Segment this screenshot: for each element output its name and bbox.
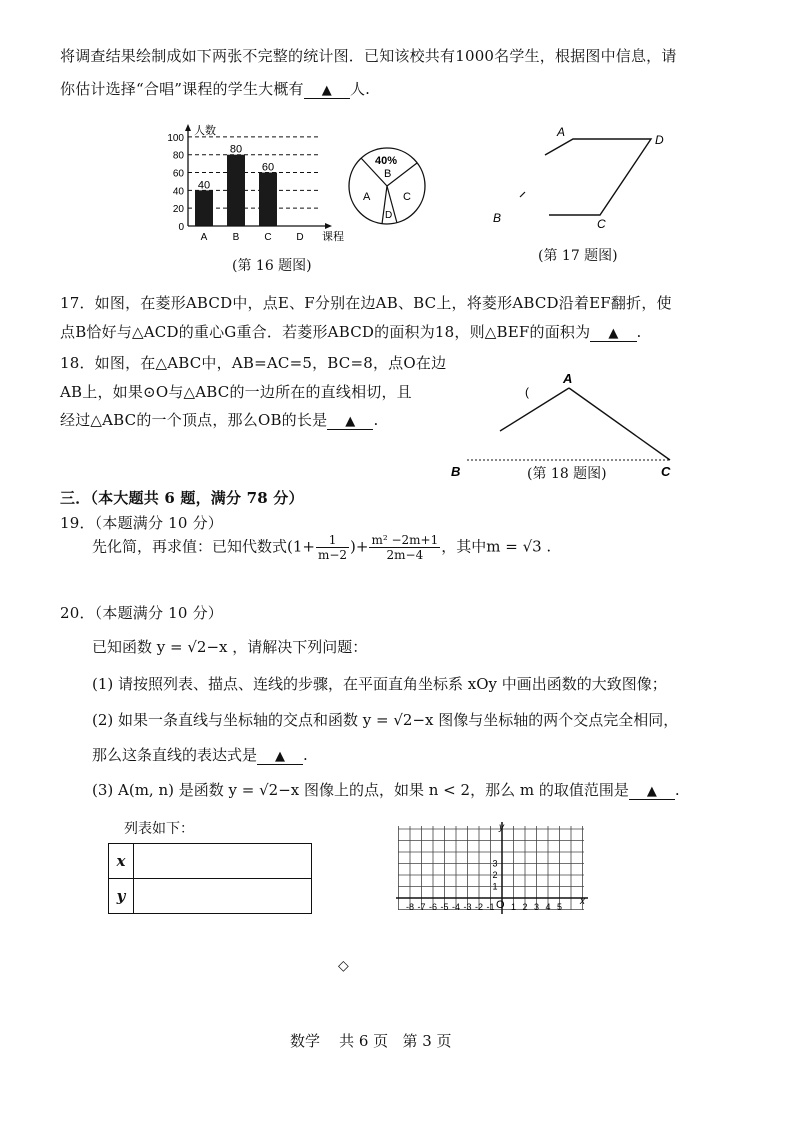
grid-x-tick: -5 — [440, 902, 449, 912]
q20-title: 20．（本题满分 10 分） — [60, 604, 224, 622]
q16-line2-pre: 你估计选择“合唱”课程的学生大概有 — [60, 80, 304, 98]
answer-blank — [590, 323, 636, 342]
pie-label-a: A — [363, 191, 371, 203]
y-tick-label: 80 — [172, 150, 184, 162]
q18-line3-pre: 经过△ABC的一个顶点，那么OB的长是 — [60, 411, 328, 429]
answer-blank — [304, 80, 350, 99]
q19-text-post: ，其中m = √3 . — [441, 537, 552, 556]
bar — [259, 173, 277, 226]
pie-label-d: D — [385, 210, 393, 221]
grid-x-tick: -6 — [428, 902, 438, 912]
fraction-1 — [316, 533, 349, 562]
triangle-icon: ▲ — [321, 83, 332, 98]
q19-title: 19．（本题满分 10 分） — [60, 514, 224, 532]
y-tick-label: 40 — [172, 186, 184, 198]
q16-line1: 将调查结果绘制成如下两张不完整的统计图．已知该校共有1000名学生，根据图中信息，请 — [60, 47, 677, 65]
q16-line2-post: 人. — [349, 80, 371, 98]
table-cell-y[interactable] — [134, 879, 312, 914]
grid-y-tick: 1 — [492, 881, 498, 892]
vertex-d: D — [655, 133, 664, 147]
grid-x-tick: 2 — [522, 902, 528, 912]
bar-data-label: 60 — [261, 161, 275, 174]
table-cell-x[interactable] — [134, 844, 312, 879]
grid-x-tick: 5 — [556, 902, 563, 912]
bar-ylabel: 人数 — [194, 125, 216, 137]
grid-x-tick: -3 — [463, 902, 472, 912]
bar-data-label: 40 — [197, 179, 211, 192]
arc-mark: ( — [525, 385, 529, 399]
bar — [195, 190, 213, 226]
frac2-numerator: m² −2m+1 — [371, 533, 439, 547]
bar-chart — [150, 122, 360, 244]
grid-x-tick: 1 — [510, 902, 517, 912]
q17-caption: (第 17 题图) — [538, 248, 618, 264]
answer-blank — [257, 746, 303, 765]
triangle-icon: ▲ — [646, 784, 657, 799]
q17-line2-pre: 点B恰好与△ACD的重心G重合．若菱形ABCD的面积为18，则△BEF的面积为 — [60, 323, 591, 341]
vertex-b: B — [451, 464, 461, 479]
table-header-x: x — [109, 844, 134, 879]
grid-x-tick: 4 — [545, 902, 551, 912]
vertex-c: C — [661, 464, 671, 479]
q16-line2 — [60, 78, 370, 99]
x-tick-label: C — [264, 232, 272, 243]
grid-x-tick: -8 — [405, 902, 415, 912]
diamond-icon: ◇ — [338, 958, 349, 974]
grid-x-tick: -4 — [451, 902, 461, 912]
vertex-a: A — [563, 371, 573, 386]
grid-xlabel: x — [580, 896, 585, 907]
q18-line3 — [60, 409, 378, 430]
pie-chart — [345, 142, 430, 230]
rhombus-figure — [485, 122, 685, 232]
q20-part2b-post: . — [303, 746, 308, 764]
grid-ylabel: y — [499, 822, 504, 833]
q20-part2b-pre: 那么这条直线的表达式是 — [92, 746, 258, 764]
q16-caption: (第 16 题图) — [232, 258, 312, 274]
q19-text-mid: )+ — [350, 537, 369, 556]
q20-part2b — [92, 744, 308, 765]
q17-line2 — [60, 321, 642, 342]
q17-line2-post: . — [636, 323, 642, 341]
vertex-a: A — [557, 125, 566, 139]
q18-line2: AB上，如果⊙O与△ABC的一边所在的直线相切，且 — [60, 383, 412, 401]
q17-line1: 17．如图，在菱形ABCD中，点E、F分别在边AB、BC上，将菱形ABCD沿着EF翻折，使 — [60, 294, 672, 312]
triangle-icon: ▲ — [345, 414, 356, 429]
table-caption: 列表如下： — [124, 821, 194, 837]
rhombus-edges — [545, 139, 651, 215]
y-tick-label: 20 — [172, 204, 184, 216]
bar-data-label: 80 — [229, 143, 243, 156]
grid-x-tick: -7 — [417, 902, 426, 912]
coordinate-grid[interactable] — [392, 818, 592, 918]
frac1-numerator: 1 — [316, 533, 349, 548]
rhombus-fragment — [520, 192, 525, 197]
value-table — [108, 843, 312, 914]
y-tick-label: 60 — [172, 168, 184, 180]
side-ab — [500, 388, 569, 431]
page-footer: 数学 共 6 页 第 3 页 — [290, 1032, 452, 1050]
answer-blank — [327, 411, 373, 430]
q20-part3-pre: (3) A(m, n) 是函数 y = √2−x 图像上的点，如果 n < 2，那么 m 的取值范围是 — [92, 781, 629, 799]
pie-label-c: C — [403, 191, 411, 203]
x-axis-arrow — [325, 223, 332, 229]
answer-blank — [629, 781, 675, 800]
q20-part3-post: . — [674, 781, 680, 799]
grid-origin: O — [496, 899, 505, 911]
frac1-denominator: m−2 — [317, 548, 348, 562]
grid-x-tick: 3 — [533, 902, 540, 912]
pie-label-b: B — [384, 168, 392, 180]
table-row — [109, 879, 312, 914]
q20-intro: 已知函数 y = √2−x ，请解决下列问题： — [92, 638, 368, 656]
fraction-2 — [369, 533, 440, 562]
y-tick-label: 100 — [167, 132, 184, 144]
x-tick-label: B — [232, 232, 240, 243]
q20-part1: (1) 请按照列表、描点、连线的步骤，在平面直角坐标系 xOy 中画出函数的大致图像； — [92, 675, 667, 693]
q18-caption: (第 18 题图) — [527, 466, 607, 482]
frac2-denominator: 2m−4 — [386, 548, 424, 562]
q19-text-pre: 先化简，再求值：已知代数式(1+ — [92, 537, 315, 556]
vertex-b: B — [493, 211, 502, 225]
x-tick-label: A — [200, 232, 208, 243]
triangle-icon: ▲ — [275, 749, 286, 764]
section-title: 三．（本大题共 6 题，满分 78 分） — [60, 489, 304, 507]
q20-part3 — [92, 779, 680, 800]
bar — [227, 155, 245, 226]
vertex-c: C — [597, 217, 606, 231]
q18-line1: 18．如图，在△ABC中，AB=AC=5，BC=8，点O在边 — [60, 354, 447, 372]
grid-x-tick: -1 — [486, 902, 495, 912]
q20-part2: (2) 如果一条直线与坐标轴的交点和函数 y = √2−x 图像与坐标轴的两个交点完全相同， — [92, 711, 679, 729]
grid-y-tick: 2 — [492, 870, 498, 880]
table-row — [109, 844, 312, 879]
grid-x-tick: -2 — [474, 902, 484, 912]
grid-y-tick: 3 — [492, 858, 498, 869]
triangle-icon: ▲ — [608, 326, 619, 341]
table-header-y: y — [109, 879, 134, 914]
y-axis-arrow — [185, 124, 191, 131]
x-tick-label: D — [296, 232, 304, 243]
y-tick-label: 0 — [178, 222, 184, 233]
bar-xlabel: 课程 — [322, 231, 344, 243]
q18-line3-post: . — [373, 411, 379, 429]
pie-percent: 40% — [375, 155, 398, 167]
side-ac — [569, 388, 670, 460]
q19-expression — [92, 533, 551, 562]
